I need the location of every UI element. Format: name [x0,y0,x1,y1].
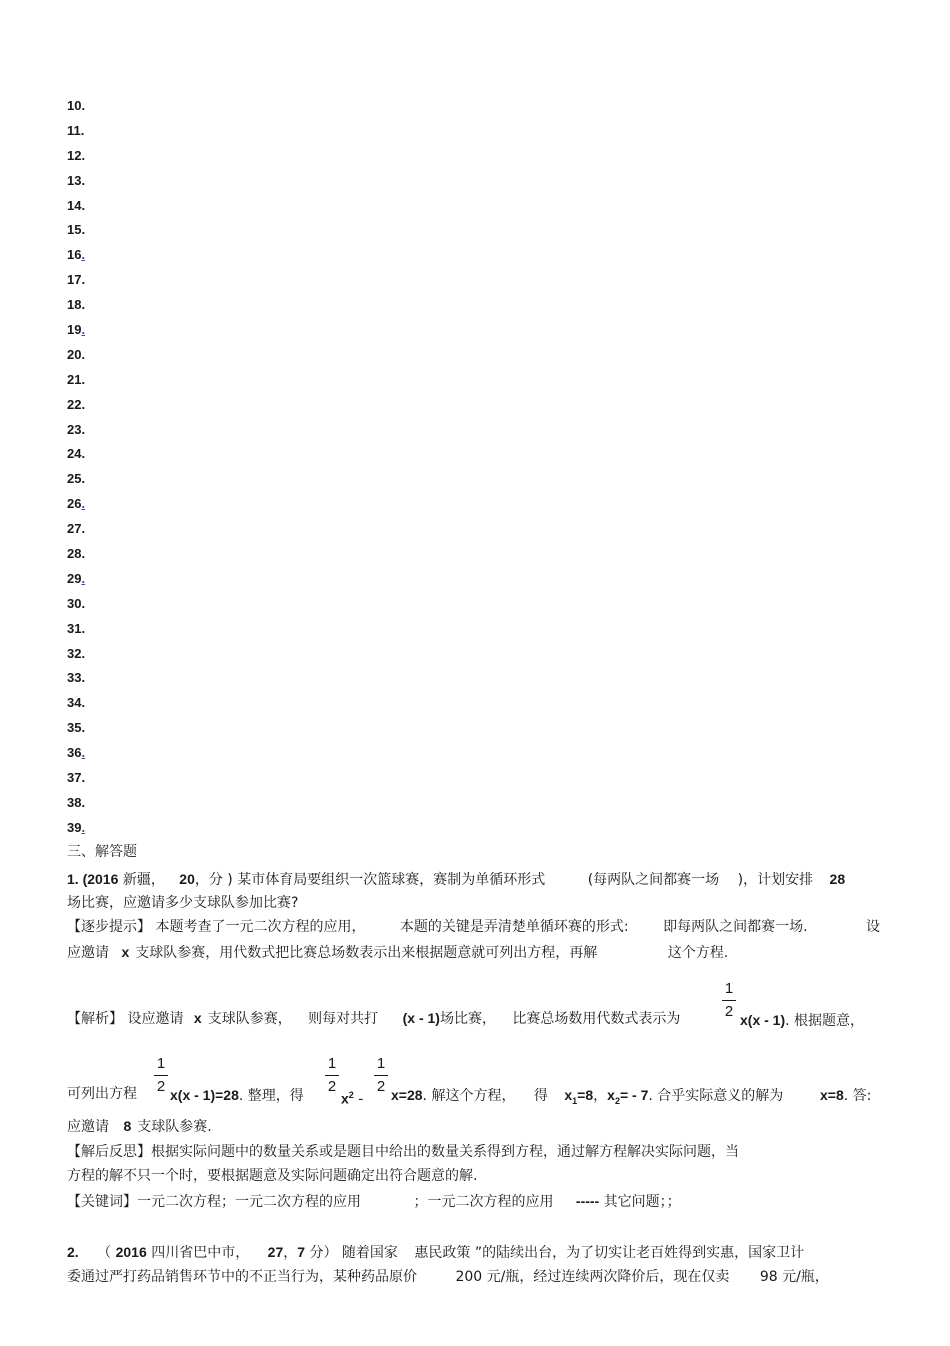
list-item: 36. [67,745,86,761]
solution-text: 比赛总场数用代数式表示为 [512,1011,681,1027]
list-item: 13. [67,172,86,188]
list-item: 11. [67,122,85,138]
list-item: 17. [67,272,86,288]
reflection-line2: 方程的解不只一个时，要根据题意及实际问题确定出符合题意的解. [67,1168,478,1184]
question-number: 1. (2016 [67,871,119,887]
list-item: 12. [67,147,86,163]
q1-line1 [67,870,845,889]
q2-line1 [67,1243,804,1262]
hint-text: 本题的关键是弄清楚单循环赛的形式: [399,919,629,935]
punctuation: （ [97,1245,112,1261]
variable: x [607,1087,615,1103]
solution-text: 【解析】 设应邀请 [67,1011,184,1027]
answer-value: 8 [123,1118,132,1134]
expression: = - 7 [619,1087,649,1103]
subscript: 2 [614,1095,620,1106]
question-text: 元/瓶， [782,1269,829,1285]
solution-text: 场比赛， [439,1011,496,1027]
fraction-bar [374,1075,388,1076]
equation-answer [820,1086,871,1105]
number-list [67,97,85,844]
section-title: 三、解答题 [67,844,137,860]
list-item: 32. [67,645,86,661]
list-item: 23. [67,421,86,437]
list-item: 28. [67,546,86,562]
fraction-denominator: 2 [724,1003,734,1020]
fraction-numerator: 1 [327,1055,337,1072]
list-item: 24. [67,446,86,462]
question-text: ) [737,872,744,888]
fraction-bar [154,1075,168,1076]
item-link[interactable]: . [81,570,86,586]
fraction-denominator: 2 [327,1078,337,1095]
list-item: 15. [67,222,86,238]
list-item: 10. [67,98,86,113]
fraction-numerator: 1 [156,1055,166,1072]
solution-text: 应邀请 [67,1119,109,1135]
list-item: 35. [67,720,86,736]
list-item: 30. [67,595,86,611]
expression: x(x - 1) [740,1012,786,1028]
list-item: 16. [67,247,86,263]
item-link[interactable]: . [81,322,86,338]
question-text: 惠民政策 [414,1245,471,1261]
list-item: 31. [67,620,86,636]
question-text: (每两队之间都赛一场 [587,872,720,888]
fraction-bar [722,1000,736,1001]
question-text: ，分 ) 某市体育局要组织一次篮球赛，赛制为单循环形式 [194,872,546,888]
punctuation: ， [593,1088,608,1104]
operator: - [353,1091,364,1108]
variable: x [341,1090,349,1107]
list-item: 25. [67,471,86,487]
exponent: 2 [348,1090,354,1100]
question-number: 2. [67,1244,79,1260]
solution-line1 [67,1009,680,1028]
price-value: 200 [455,1269,483,1285]
hint-text: 这个方程. [667,945,729,961]
variable: x [193,1010,202,1026]
equation-part [341,1086,363,1109]
punctuation: ， [283,1245,298,1261]
solution-text: . 根据题意， [785,1013,865,1029]
equation-part [170,1086,304,1105]
list-item: 29. [67,570,86,586]
source-text: 四川省巴中市， [151,1245,250,1261]
list-item: 22. [67,396,86,412]
fraction [374,1055,388,1096]
hint-line1 [67,918,808,936]
source-text: 新疆， [122,872,165,888]
hint-text: 应邀请 [67,945,109,961]
solution-text: 支球队参赛. [137,1119,212,1135]
fraction [722,980,736,1021]
expression: x(x - 1)=28 [170,1087,239,1103]
variable: x [121,944,130,960]
list-item: 19. [67,322,86,338]
keyword-text: 其它问题；； [603,1194,681,1210]
list-item: 33. [67,670,86,686]
fraction [325,1055,339,1096]
question-text: 分） 随着国家 [309,1245,398,1261]
reflection-line1: 【解后反思】根据实际问题中的数量关系或是题目中给出的数量关系得到方程，通过解方程解决实际问题，当 [67,1144,739,1160]
fraction-bar [325,1075,339,1076]
points: 20 [179,871,195,887]
keyword-text: ；一元二次方程的应用 [413,1194,554,1210]
question-text: 委通过严打药品销售环节中的不正当行为，某种药品原价 [67,1269,417,1285]
solution-text: . 解这个方程， [422,1088,516,1104]
solution-text: 支球队参赛， [207,1011,292,1027]
item-link[interactable]: . [81,745,86,761]
question-text: ”的陆续出台，为了切实让老百姓得到实惠，国家卫计 [474,1245,805,1261]
keyword-dash: ----- [575,1193,600,1209]
keywords-line [67,1192,681,1211]
solution-text: 得 [533,1088,548,1104]
list-item: 34. [67,695,86,711]
list-item: 18. [67,297,86,313]
solution-text: 则每对共打 [308,1011,379,1027]
list-item: 39. [67,819,86,835]
question-number-value: 28 [829,871,846,887]
subscript: 1 [572,1095,578,1106]
answer-line [67,1117,212,1136]
list-item: 27. [67,521,86,537]
hint-text: 即每两队之间都赛一场. [663,919,808,935]
list-item: 20. [67,346,86,362]
fraction-denominator: 2 [376,1078,386,1095]
expression: (x - 1) [402,1010,440,1026]
hint-text: 【逐步提示】 本题考查了一元二次方程的应用， [67,919,366,935]
list-item: 38. [67,794,86,810]
points: 7 [297,1244,306,1260]
fraction-numerator: 1 [724,980,734,997]
solution-text: . 答: [843,1088,872,1104]
question-ref: 27 [267,1244,284,1260]
expression: x=28 [391,1087,423,1103]
equation-label: 可列出方程 [67,1086,137,1102]
question-text: ，计划安排 [743,872,814,888]
hint-text: 设 [866,919,880,935]
hint-text: 支球队参赛，用代数式把比赛总场数表示出来根据题意就可列出方程，再解 [135,945,598,961]
price-value: 98 [759,1269,778,1285]
list-item: 21. [67,371,86,387]
question-year: 2016 [115,1244,147,1260]
keyword-text: 【关键词】一元二次方程；一元二次方程的应用 [67,1194,361,1210]
expression: =8 [577,1087,594,1103]
q1-line2: 场比赛，应邀请多少支球队参加比赛? [67,895,299,911]
fraction-denominator: 2 [156,1078,166,1095]
expression: x=8 [820,1087,844,1103]
solution-text: . 合乎实际意义的解为 [648,1088,784,1104]
question-text: 元/瓶，经过连续两次降价后，现在仅卖 [486,1269,730,1285]
fraction [154,1055,168,1096]
item-link[interactable]: . [81,819,86,835]
equation-part [391,1086,783,1110]
fraction-numerator: 1 [376,1055,386,1072]
list-item: 37. [67,770,86,786]
item-link[interactable]: . [81,496,86,512]
list-item: 14. [67,197,86,213]
hint-line2 [67,943,728,962]
solution-expression [740,1011,864,1030]
item-link[interactable]: . [81,247,86,263]
q2-line2 [67,1268,829,1286]
solution-text: . 整理，得 [238,1088,304,1104]
variable: x [564,1087,573,1103]
list-item: 26. [67,496,86,512]
